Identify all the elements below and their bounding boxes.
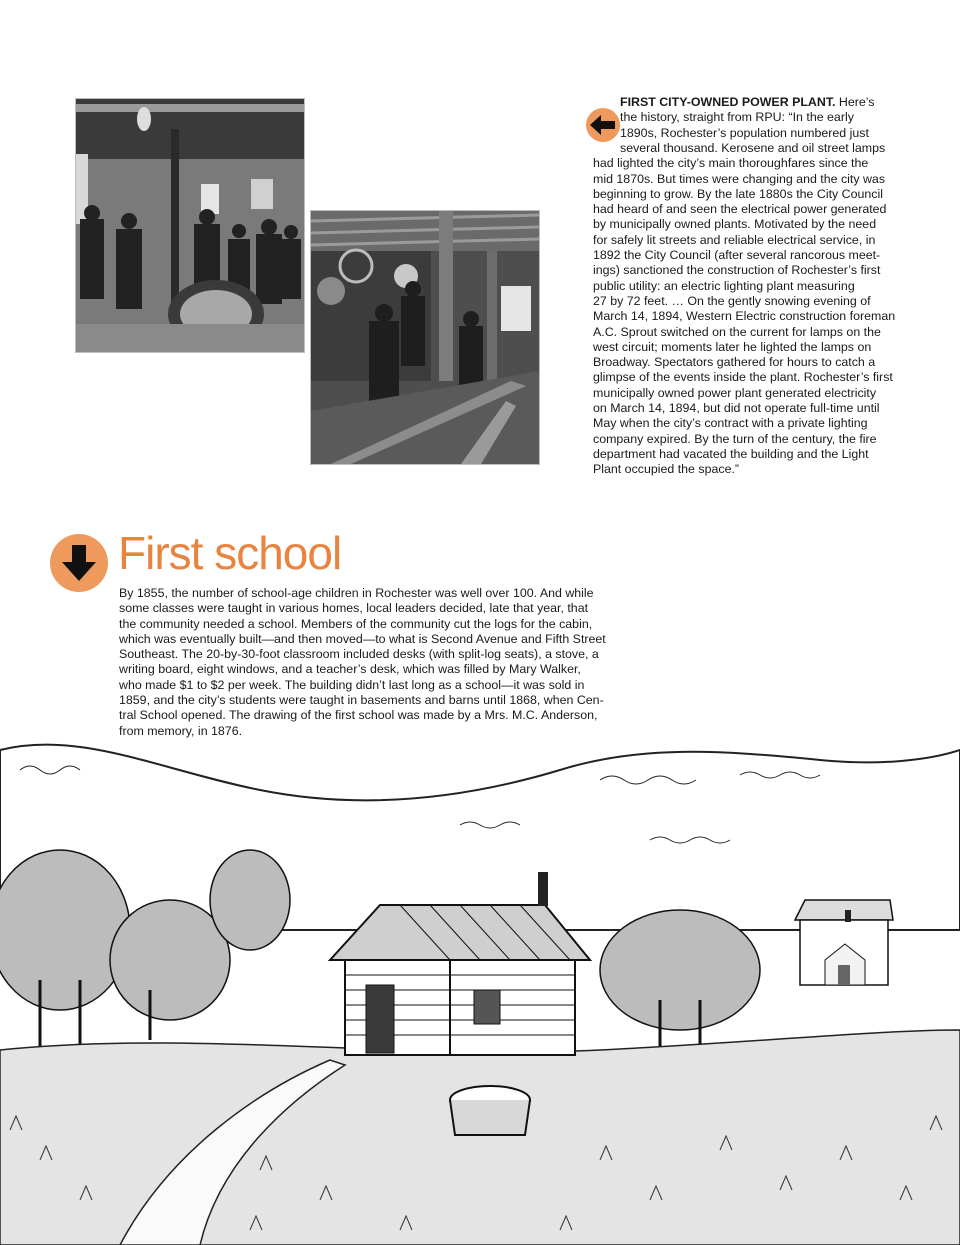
power-plant-line: had lighted the city’s main thoroughfares since the	[593, 156, 869, 171]
power-plant-line: west circuit; moments later he lighted the lamps on	[593, 339, 872, 354]
power-plant-line: public utility: an electric lighting plant measuring	[593, 278, 855, 293]
power-plant-line: March 14, 1894, Western Electric construction foreman	[593, 309, 896, 324]
first-school-line: By 1855, the number of school-age children in Rochester was well over 100. And while	[119, 586, 594, 600]
power-plant-line: Broadway. Spectators gathered for hours to catch a	[593, 355, 876, 370]
power-plant-line: 1890s, Rochester’s population numbered just	[620, 125, 869, 140]
first-school-line: the community needed a school. Members of the community cut the logs for the cabin,	[119, 616, 593, 631]
power-plant-line: several thousand. Kerosene and oil street lamps	[620, 140, 886, 155]
power-plant-line: ings) sanctioned the construction of Rochester’s first	[593, 263, 881, 278]
power-plant-line: Here’s	[835, 95, 875, 109]
power-plant-heading: FIRST CITY-OWNED POWER PLANT.	[620, 95, 836, 109]
power-plant-line: company expired. By the turn of the century, the fire	[593, 431, 877, 446]
power-plant-line: glimpse of the events inside the plant. Rochester’s first	[593, 370, 893, 385]
power-plant-line: by municipally owned plants. Motivated by the need	[593, 217, 877, 232]
first-school-line: which was eventually built—and then moved—to what is Second Avenue and Fifth Street	[119, 631, 606, 646]
first-school-line: some classes were taught in various homes, local leaders decided, late that year, that	[119, 601, 589, 616]
power-plant-line: on March 14, 1894, but did not operate full-time until	[593, 401, 880, 415]
first-school-line: tral School opened. The drawing of the first school was made by a Mrs. M.C. Anderson,	[119, 708, 598, 723]
power-plant-line: May when the city’s contract with a private lighting	[593, 416, 868, 431]
power-plant-photo-2	[310, 210, 540, 465]
section-title: First school	[118, 527, 342, 579]
first-school-line: 1859, and the city’s students were taught in basements and barns until 1868, when Cen-	[119, 693, 604, 708]
first-school-line: Southeast. The 20-by-30-foot classroom included desks (with split-log seats), a stove, a	[119, 647, 599, 662]
power-plant-line: department had vacated the building and the Light	[593, 446, 869, 461]
power-plant-line: for safely lit streets and reliable electrical service, in	[593, 232, 876, 247]
power-plant-line: mid 1870s. But times were changing and the city was	[593, 171, 886, 186]
first-school-line: from memory, in 1876.	[119, 723, 243, 738]
power-plant-line: beginning to grow. By the late 1880s the City Council	[593, 186, 883, 201]
power-plant-line: municipally owned power plant generated electricity	[593, 385, 877, 400]
power-plant-line: A.C. Sprout switched on the current for lamps on the	[593, 324, 881, 339]
power-plant-line: the history, straight from RPU: “In the early	[620, 110, 854, 125]
down-arrow-icon	[50, 534, 108, 592]
power-plant-line: 1892 the City Council (after several rancorous meet-	[593, 248, 881, 262]
power-plant-line: 27 by 72 feet. … On the gently snowing evening of	[593, 293, 871, 308]
first-school-article	[119, 586, 649, 739]
first-school-drawing	[0, 730, 960, 1245]
first-school-line: writing board, eight windows, and a teacher’s desk, which was filled by Mary Walker,	[119, 662, 581, 677]
first-school-line: who made $1 to $2 per week. The building didn’t last long as a school—it was sold in	[119, 677, 585, 692]
power-plant-article	[593, 95, 913, 485]
power-plant-line: Plant occupied the space.”	[593, 462, 740, 477]
power-plant-photo-1	[75, 98, 305, 353]
power-plant-line: had heard of and seen the electrical power generated	[593, 202, 887, 217]
